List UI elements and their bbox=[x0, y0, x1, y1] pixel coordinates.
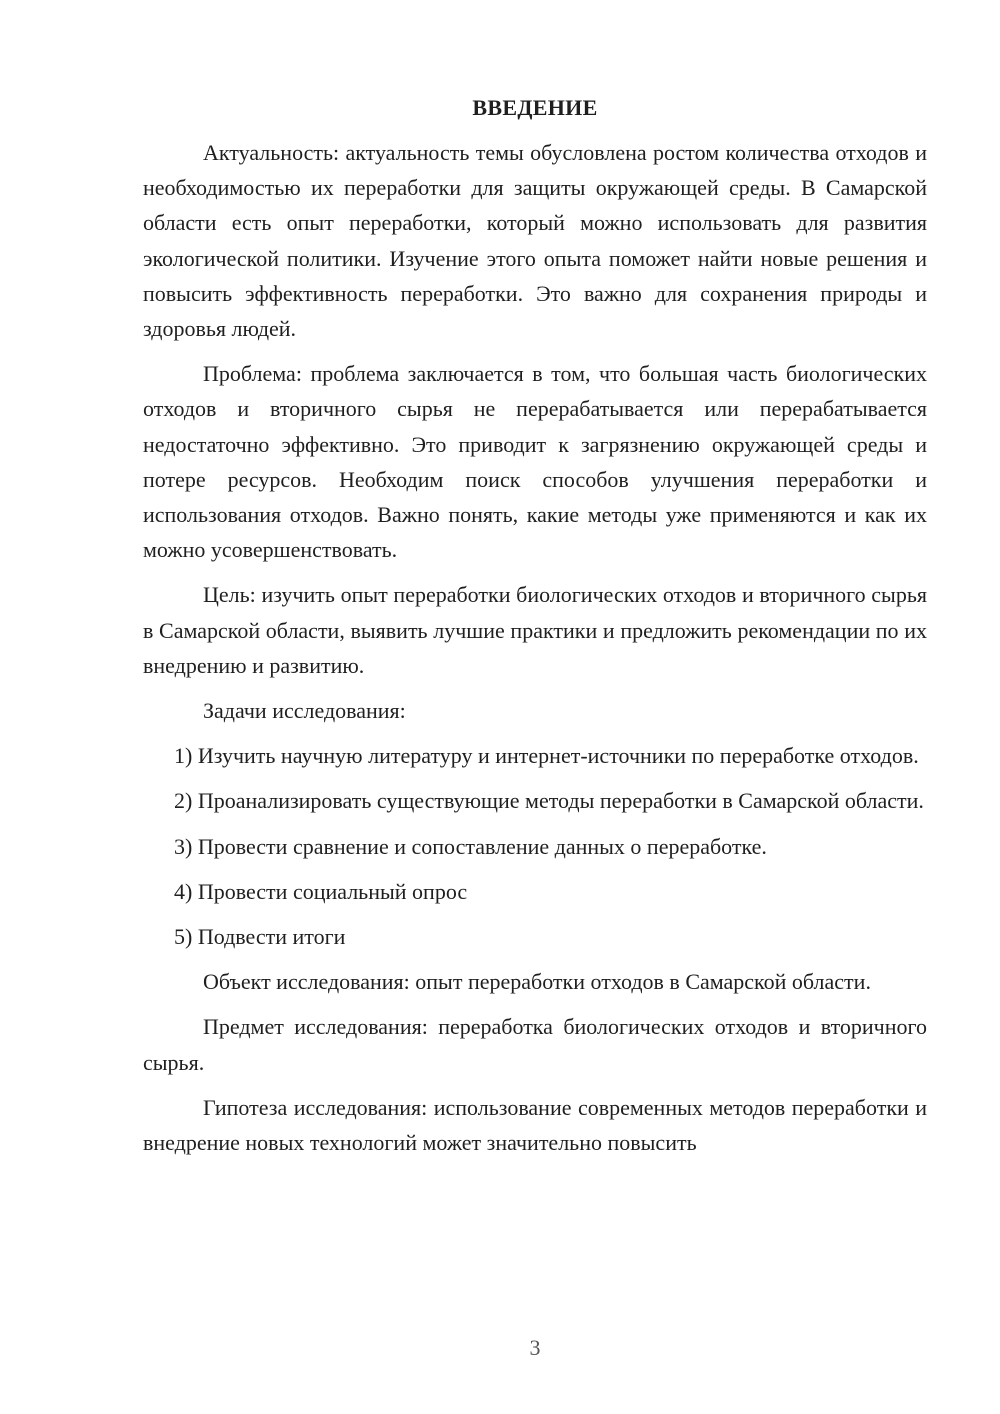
paragraph-object: Объект исследования: опыт переработки отходов в Самарской области. bbox=[203, 969, 871, 995]
task-item: 4) Провести социальный опрос bbox=[174, 878, 468, 904]
paragraph-hypothesis: Гипотеза исследования: использование современных методов переработки и внедрение новых технологий может значительно повысить bbox=[143, 1094, 927, 1156]
tasks-heading: Задачи исследования: bbox=[203, 698, 406, 724]
task-item: 1) Изучить научную литературу и интернет-источники по переработке отходов. bbox=[174, 743, 919, 769]
task-item: 2) Проанализировать существующие методы переработки в Самарской области. bbox=[174, 788, 924, 814]
page-content bbox=[143, 90, 927, 1160]
section-title: ВВЕДЕНИЕ bbox=[472, 95, 598, 120]
page-number: 3 bbox=[529, 1335, 541, 1360]
paragraph-subject: Предмет исследования: переработка биологических отходов и вторичного сырья. bbox=[143, 1014, 927, 1075]
task-item: 5) Подвести итоги bbox=[174, 924, 346, 950]
task-item: 3) Провести сравнение и сопоставление данных о переработке. bbox=[174, 833, 767, 859]
paragraph-goal: Цель: изучить опыт переработки биологических отходов и вторичного сырья в Самарской области, выявить лучшие практики и предложить рекомендации по их внедрению и развитию. bbox=[143, 582, 927, 678]
paragraph-relevance: Актуальность: актуальность темы обусловлена ростом количества отходов и необходимостью их переработки для защиты окружающей среды. В Самарской области есть опыт переработки, который можно использовать для развития экологической политики. Изучение этого опыта поможет найти новые решения и повысить эффективность переработки. Это важно для сохранения природы и здоровья людей. bbox=[143, 140, 927, 342]
paragraph-problem: Проблема: проблема заключается в том, что большая часть биологических отходов и вторичного сырья не перерабатывается или перерабатывается недостаточно эффективно. Это приводит к загрязнению окружающей среды и потере ресурсов. Необходим поиск способов улучшения переработки и использования отходов. Важно понять, какие методы уже применяются и как их можно усовершенствовать. bbox=[143, 361, 927, 563]
